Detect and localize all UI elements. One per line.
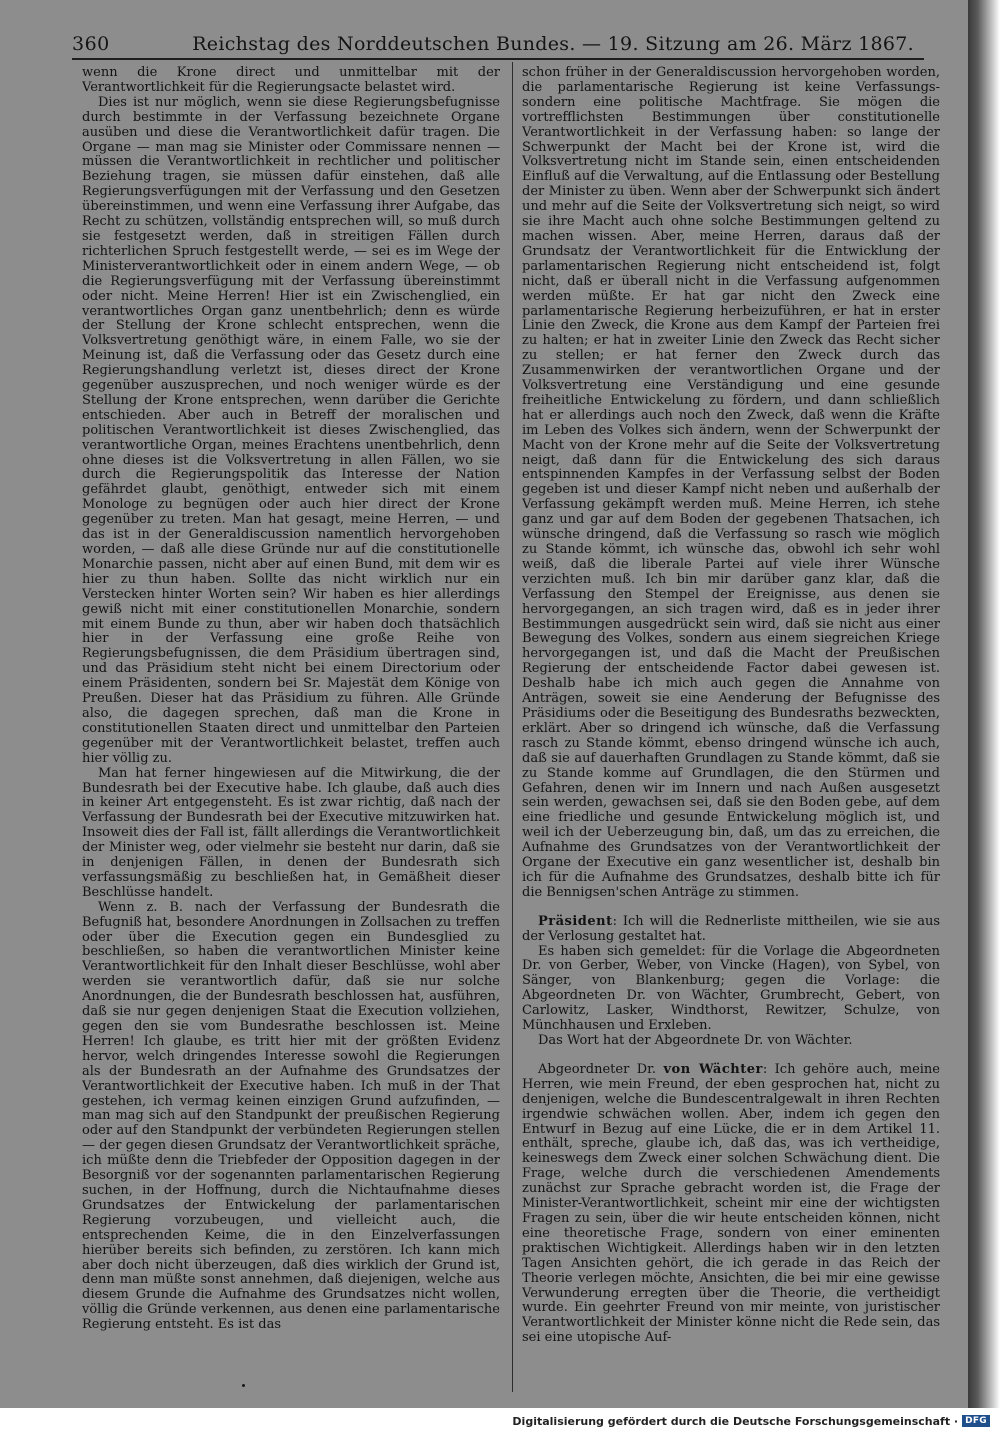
paragraph-text: wenn die Krone direct und unmittelbar mit der Verantwortlichkeit für die Regierungsacte belastet wird.	[82, 66, 500, 95]
paragraph	[82, 901, 500, 1333]
paragraph-gap	[522, 1049, 940, 1063]
header-rule	[72, 58, 924, 60]
paragraph	[82, 96, 500, 767]
paragraph-text: Wenn z. B. nach der Verfassung der Bundesrath die Befugniß hat, besondere Anordnungen in Zollsachen zu treffen oder über die Execution gegen ein Bundesglied zu beschließen, so haben die verantwortlichen Minister keine Verantwortlichkeit für den Inhalt dieser Beschlüsse, wohl aber werden sie verantwortlich dafür, daß sie nur solche Anordnungen, die der Bundesrath beschlossen hat, ausführen, daß sie nur gegen denjenigen Staat die Execution vollziehen, gegen den sie vom Bundesrathe beschlossen ist. Meine Herren! Ich glaube, es tritt hier mit der größten Evidenz hervor, welch dringendes Interesse sowohl die Regierungen als der Bundesrath an der Aufnahme des Grundsatzes der Verantwortlichkeit der Executive haben. Ich muß in der That gestehen, ich vermag keinen einzigen Grund aufzufinden, — man mag sich auf den Standpunkt der preußischen Regierung oder auf den Standpunkt der verbündeten Regierungen stellen — der gegen diesen Grundsatz der Verantwortlichkeit spräche, ich müßte denn die Triebfeder der Opposition dagegen in der Besorgniß vor der sogenannten parlamentarischen Regierung suchen, in der Hoffnung, durch die Nichtaufnahme dieses Grundsatzes der Entwickelung der parlamentarischen Regierung vorzubeugen, und vielleicht auch, die entsprechenden Keime, die in den Einzelverfassungen hierüber bereits sich befinden, zu zerstören. Ich kann mich aber doch nicht überzeugen, daß dies wirklich der Grund ist, denn man müßte sonst annehmen, daß diejenigen, welche aus diesem Grunde die Aufnahme des Grundsatzes nicht wollen, völlig die Gründe verkennen, aus denen eine parlamentarische Regierung entsteht. Es ist das	[82, 899, 500, 1333]
speaker-name: von Wächter	[663, 1061, 763, 1077]
paragraph-text: Man hat ferner hingewiesen auf die Mitwirkung, die der Bundesrath bei der Executive habe. Ich glaube, daß auch dies in keiner Art entgegensteht. Es ist zwar richtig, daß nach der Verfassung der Bundesrath bei der Executive mitzuwirken hat. Insoweit dies der Fall ist, fällt allerdings die Verantwortlichkeit der Minister weg, oder vielmehr sie besteht nur darin, daß sie in denjenigen Fällen, in denen der Bundesrath sich verfassungsmäßig zu beschließen hat, in Gemäßheit dieser Beschlüsse handelt.	[82, 765, 500, 900]
speaker-name: Präsident	[538, 913, 613, 929]
paragraph-text: Das Wort hat der Abgeordnete Dr. von Wächter.	[538, 1033, 853, 1048]
paragraph	[522, 945, 940, 1034]
scan-edge	[968, 0, 1000, 1408]
paragraph	[522, 1034, 940, 1049]
dfg-logo: DFG	[962, 1415, 990, 1427]
paragraph-text: Dies ist nur möglich, wenn sie diese Regierungsbefugnisse durch bestimmte in der Verfassung bezeichnete Organe ausüben und diese die Verantwortlichkeit dafür tragen. Die Organe — man mag sie Minister oder Commissare nennen — müssen die Verantwortlichkeit in rechtlicher und politischer Beziehung tragen, sie müssen dafür einstehen, daß alle Regierungsverfügungen mit der Verfassung und den Gesetzen übereinstimmen, und wenn eine Verfassung ihrer Aufgabe, das Recht zu schützen, vollständig entsprechen will, so muß durch sie festgesetzt werden, daß in streitigen Fällen durch richterlichen Spruch festgestellt werde, — sei es im Wege der Ministerverantwortlichkeit oder in einem andern Wege, — ob die Regierungsverfügung mit der Verfassung übereinstimmt oder nicht. Meine Herren! Hier ist ein Zwischenglied, ein verantwortliches Organ ganz unentbehrlich; denn es würde der Stellung der Krone schlecht entsprechen, wenn die Volksvertretung genöthigt wäre, in einem Falle, wo sie der Meinung ist, daß die Verfassung oder das Gesetz durch eine Regierungshandlung verletzt ist, dieses direct der Krone gegenüber auszusprechen, und noch weniger würde es der Stellung der Krone entsprechen, wenn darüber die Gerichte entschieden. Aber auch in Betreff der moralischen und politischen Verantwortlichkeit ist dieses Zwischenglied, das verantwortliche Organ, meines Erachtens unentbehrlich, denn ohne dieses ist die Volksvertretung in allen Fällen, wo sie durch die Regierungspolitik das Interesse der Nation gefährdet glaubt, genöthigt, entweder sich mit einem Monologe zu begnügen oder auch hier direct der Krone gegenüber zu treten. Man hat gesagt, meine Herren, — und das ist in der Generaldiscussion namentlich hervorgehoben worden, — daß alle diese Gründe nur auf die constitutionelle Monarchie passen, nicht aber auf einen Bund, mit dem wir es hier zu thun haben. Sollte das nicht wirklich nur ein Verstecken hinter Worten sein? Wir haben es hier allerdings gewiß nicht mit einer constitutionellen Monarchie, sondern mit einem Bunde zu thun, aber wir haben doch thatsächlich hier in der Verfassung eine große Reihe von Regierungsbefugnissen, die dem Präsidium übertragen sind, und das Präsidium steht nicht bei einem Directorium oder einem Präsidenten, sondern bei Sr. Majestät dem Könige von Preußen. Dieser hat das Präsidium zu führen. Alle Gründe also, die dagegen sprechen, daß man die Krone in constitutionellen Staaten direct und unmittelbar den Parteien gegenüber mit der Verantwortlichkeit belastet, treffen auch hier völlig zu.	[82, 94, 500, 766]
speaker-prefix: Abgeordneter Dr.	[538, 1061, 664, 1077]
footer	[512, 1413, 990, 1429]
paragraph-text: Es haben sich gemeldet: für die Vorlage die Abgeordneten Dr. von Gerber, Weber, von Vincke (Hagen), von Sybel, von Sänger, von Blankenburg; gegen die Vorlage: die Abgeordneten Dr. von Wächter, Grumbrecht, Gebert, von Carlowitz, Lasker, Windthorst, Rewitzer, Schulze, von Münchhausen und Erxleben.	[522, 943, 940, 1034]
page-header	[68, 30, 920, 58]
running-title: Reichstag des Norddeutschen Bundes. — 19. Sitzung am 26. März 1867.	[192, 33, 914, 55]
column-divider	[512, 62, 513, 1392]
right-column	[522, 66, 940, 1396]
paragraph	[82, 66, 500, 96]
footer-credit: Digitalisierung gefördert durch die Deutsche Forschungsgemeinschaft ·	[512, 1414, 959, 1428]
page-number: 360	[72, 33, 110, 55]
left-column	[82, 66, 500, 1396]
paragraph	[522, 66, 940, 901]
paragraph	[522, 1063, 940, 1346]
print-speck	[242, 1384, 245, 1387]
paragraph-gap	[522, 901, 940, 915]
paragraph	[522, 915, 940, 945]
paragraph	[82, 767, 500, 901]
paragraph-text: schon früher in der Generaldiscussion hervorgehoben worden, die parlamentarische Regierung ist keine Verfassungs- sondern eine politische Machtfrage. Sie mögen die vortrefflichsten Bestimmungen über constitutionelle Verantwortlichkeit in der Verfassung haben: so lange der Schwerpunkt der Macht bei der Krone ist, wird die Volksvertretung nicht im Stande sein, einen entscheidenden Einfluß auf die Verwaltung, auf die Entlassung oder Bestellung der Minister zu üben. Wenn aber der Schwerpunkt sich ändert und mehr auf die Seite der Volksvertretung sich neigt, so wird sie ihre Macht auch ohne solche Bestimmungen geltend zu machen wissen. Aber, meine Herren, daraus daß der Grundsatz der Verantwortlichkeit für die Entwicklung der parlamentarischen Regierung nicht entscheidend ist, folgt nicht, daß er überall nicht in die Verfassung aufgenommen werden müßte. Er hat gar nicht den Zweck eine parlamentarische Regierung herbeizuführen, er hat in erster Linie den Zweck, die Krone aus dem Kampf der Parteien frei zu halten; er hat in zweiter Linie den Zweck das Recht sicher zu stellen; er hat ferner den Zweck durch das Zusammenwirken der verantwortlichen Organe und der Volksvertretung eine Verständigung und eine gesunde freiheitliche Entwickelung zu fördern, und dann schließlich hat er allerdings auch noch den Zweck, daß wenn die Kräfte im Leben des Volkes sich ändern, wenn der Schwerpunkt der Macht von der Krone mehr auf die Seite der Volksvertretung neigt, daß dann für die Entwickelung des sich daraus entspinnenden Kampfes in der Verfassung selbst der Boden gegeben ist und dieser Kampf nicht neben und außerhalb der Verfassung gekämpft werden muß. Meine Herren, ich stehe ganz und gar auf dem Boden der gegebenen Thatsachen, ich wünsche dringend, daß die Verfassung so rasch wie möglich zu Stande kömmt, ich wünsche das, obwohl ich sehr wohl weiß, daß die liberale Partei auf viele ihrer Wünsche verzichten muß. Ich bin mir darüber ganz klar, daß die Verfassung den Stempel der Ereignisse, aus denen sie hervorgegangen, an sich tragen wird, daß es in jeder ihrer Bestimmungen ausgedrückt sein wird, daß sie nicht aus einer Bewegung des Volkes, sondern aus einem siegreichen Kriege hervorgegangen ist, und daß die Macht der Preußischen Regierung der entscheidende Factor dabei gewesen ist. Deshalb habe ich mich auch gegen die Annahme von Anträgen, soweit sie eine Aenderung der Befugnisse des Präsidiums oder die Beseitigung des Bundesraths bezweckten, erklärt. Aber so dringend ich wünsche, daß die Verfassung rasch zu Stande kömmt, ebenso dringend wünsche ich auch, daß sie auf dauerhaften Grundlagen zu Stande kömmt, daß sie zu Stande komme auf Grundlagen, die den Stürmen und Gefahren, denen wir im Innern und nach Außen ausgesetzt sein werden, gewachsen sei, daß sie den Boden gebe, auf dem eine friedliche und gesunde Entwickelung möglich ist, und weil ich der Ueberzeugung bin, daß, um das zu erreichen, die Aufnahme des Grundsatzes von der Verantwortlichkeit der Organe der Executive ein ganz wesentlicher ist, deshalb bin ich für die Aufnahme des Grundsatzes, deshalb bitte ich für die Bennigsen'schen Anträge zu stimmen.	[522, 66, 940, 900]
paragraph-text: : Ich gehöre auch, meine Herren, wie mein Freund, der eben gesprochen hat, nicht zu denjenigen, welche die Bundescentralgewalt in ihren Rechten irgendwie schwächen wollen. Aber, indem ich gegen den Entwurf in Bezug auf eine Lücke, die er in dem Artikel 11. enthält, spreche, glaube ich, daß das, was ich vertheidige, keineswegs dem Zweck einer solchen Schwächung dient. Die Frage, welche durch die verschiedenen Amendements zunächst zur Sprache gebracht worden ist, die Frage der Minister-Verantwortlichkeit, scheint mir eine der wichtigsten Fragen zu sein, über die wir heute entscheiden können, nicht eine theoretische Frage, sondern von einer eminenten praktischen Wichtigkeit. Allerdings haben wir in den letzten Tagen Ansichten gehört, die ich gerade in das Reich der Theorie verlegen möchte, Ansichten, die bei mir eine gewisse Verwunderung erregten über die Theorie, die vertheidigt wurde. Ein geehrter Freund von mir meinte, von juristischer Verantwortlichkeit der Minister könne nicht die Rede sein, das sei eine utopische Auf-	[522, 1061, 940, 1346]
paragraph-text: : Ich will die Rednerliste mittheilen, wie sie aus der Verlosung gestaltet hat.	[522, 913, 940, 944]
